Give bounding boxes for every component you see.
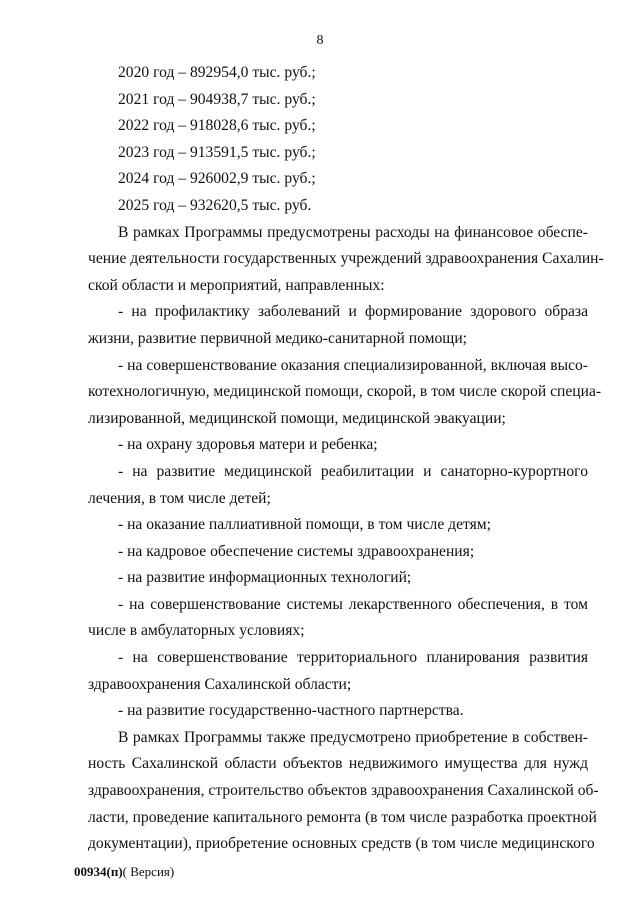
document-footer: [74, 864, 174, 880]
text-line: - на оказание паллиативной помощи, в том числе детям;: [118, 516, 491, 534]
text-line: - на охрану здоровья матери и ребенка;: [118, 436, 378, 454]
document-code: 00934(п): [74, 864, 123, 879]
text-line: 2021 год – 904938,7 тыс. руб.;: [118, 90, 316, 108]
text-line: 2025 год – 932620,5 тыс. руб.: [118, 196, 312, 214]
text-line: 2022 год – 918028,6 тыс. руб.;: [118, 117, 316, 135]
text-line: здравоохранения Сахалинской области;: [88, 675, 352, 693]
page-number: 8: [316, 33, 324, 48]
document-version: ( Версия): [122, 864, 175, 879]
text-line: - на совершенствование системы лекарственного обеспечения, в том: [118, 595, 588, 613]
text-line: жизни, развитие первичной медико-санитарной помощи;: [88, 329, 467, 347]
text-line: - на развитие государственно-частного партнерства.: [118, 702, 464, 720]
text-line: ской области и мероприятий, направленных:: [88, 276, 385, 294]
text-line: 2024 год – 926002,9 тыс. руб.;: [118, 170, 316, 188]
document-body: [88, 60, 604, 858]
text-line: - на совершенствование территориального планирования развития: [118, 649, 588, 667]
text-line: В рамках Программы также предусмотрено приобретение в собствен-: [118, 728, 588, 746]
text-line: 2020 год – 892954,0 тыс. руб.;: [118, 64, 316, 81]
text-line: ность Сахалинской области объектов недвижимого имущества для нужд: [88, 755, 588, 773]
text-line: лизированной, медицинской помощи, медицинской эвакуации;: [88, 409, 506, 427]
text-line: 2023 год – 913591,5 тыс. руб.;: [118, 143, 316, 161]
text-line: здравоохранения, строительство объектов здравоохранения Сахалинской об-: [88, 782, 599, 800]
text-line: - на совершенствование оказания специализированной, включая высо-: [118, 356, 588, 374]
text-line: числе в амбулаторных условиях;: [88, 622, 305, 640]
text-line: - на кадровое обеспечение системы здравоохранения;: [118, 542, 475, 560]
text-line: В рамках Программы предусмотрены расходы на финансовое обеспе-: [118, 223, 588, 241]
text-line: лечения, в том числе детей;: [88, 489, 271, 507]
text-line: - на развитие информационных технологий;: [118, 569, 412, 587]
text-line: - на профилактику заболеваний и формирование здорового образа: [118, 303, 588, 321]
text-line: документации), приобретение основных средств (в том числе медицинского: [88, 835, 595, 853]
text-line: котехнологичную, медицинской помощи, скорой, в том числе скорой специа-: [88, 383, 602, 401]
text-line: - на развитие медицинской реабилитации и санаторно-курортного: [118, 462, 588, 480]
text-line: чение деятельности государственных учреждений здравоохранения Сахалин-: [88, 250, 604, 268]
text-line: ласти, проведение капитального ремонта (в том числе разработка проектной: [88, 808, 597, 826]
